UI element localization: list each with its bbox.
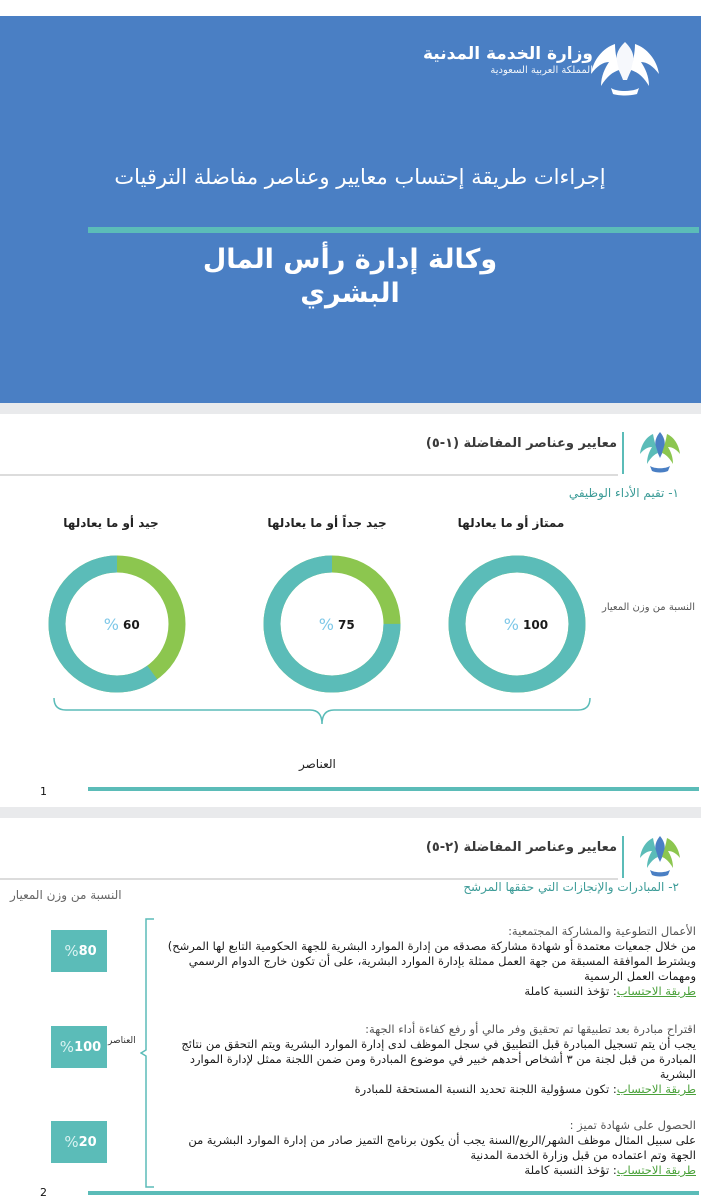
donut-chart-very-good — [254, 546, 410, 702]
category-label-excellent: ممتاز أو ما يعادلها — [457, 516, 565, 530]
weight-value: 100 — [74, 1039, 102, 1055]
page-number: 1 — [40, 785, 47, 798]
elements-bracket — [140, 918, 156, 1188]
criterion-heading: الحصول على شهادة تميز : — [569, 1118, 696, 1132]
footer-rule — [88, 1191, 699, 1195]
donut-percent-sign: % — [103, 615, 119, 634]
section-heading: ٢- المبادرات والإنجازات التي حققها المرشح — [463, 880, 679, 894]
org-name-primary: وزارة الخدمة المدنية — [422, 44, 593, 64]
donut-percent-sign: % — [503, 615, 519, 634]
slide-header — [0, 422, 701, 484]
slide-header — [0, 826, 701, 888]
donut-percent-sign: % — [318, 615, 334, 634]
elements-label: العناصر — [299, 757, 336, 771]
criterion-volunteer — [160, 924, 696, 999]
slide-criteria-2 — [0, 818, 701, 1200]
header-divider — [622, 836, 624, 878]
criterion-method — [160, 984, 696, 999]
category-label-good: جيد أو ما يعادلها — [63, 516, 159, 530]
weight-label: النسبة من وزن المعيار — [10, 888, 122, 902]
method-label: طريقة الاحتساب — [616, 984, 696, 998]
slide-title: معايير وعناصر المفاضلة (٢-٥) — [425, 840, 617, 855]
weight-value: 80 — [78, 943, 97, 959]
method-value: : تؤخذ النسبة كاملة — [524, 1163, 617, 1177]
method-label: طريقة الاحتساب — [616, 1163, 696, 1177]
ministry-logo-icon — [585, 34, 665, 100]
category-label-very-good: جيد جداً أو ما يعادلها — [267, 516, 387, 530]
header-rule — [0, 474, 618, 476]
org-country: المملكة العربية السعودية — [490, 65, 593, 76]
criterion-initiative — [160, 1022, 696, 1097]
percent-sign: % — [64, 1133, 79, 1151]
donut-value-label: 100 — [523, 618, 549, 632]
percent-sign: % — [64, 942, 79, 960]
method-value: : تؤخذ النسبة كاملة — [524, 984, 617, 998]
criterion-heading: اقتراح مبادرة بعد تطبيقها تم تحقيق وفر مالي أو رفع كفاءة أداء الجهة: — [365, 1022, 696, 1036]
cover-title: إجراءات طريقة إحتساب معايير وعناصر مفاضلة الترقيات — [114, 165, 606, 189]
percent-sign: % — [59, 1038, 75, 1056]
ministry-logo-icon — [637, 832, 683, 880]
page-number: 2 — [40, 1186, 47, 1199]
criterion-excellence — [160, 1118, 696, 1178]
elements-brace — [52, 696, 592, 726]
ministry-logo-icon — [637, 428, 683, 476]
criterion-body: من خلال جمعيات معتمدة أو شهادة مشاركة مصدقه من إدارة الموارد البشرية للجهة الحكومية التابع لها المرشح) ويشترط الموافقة المسبقة من جهة العمل ممثلة بإدارة الموارد البشرية، على أن تكون خارج الدوام الرسمي ومهمات العمل الرسمية — [167, 939, 696, 983]
weight-label: النسبة من وزن المعيار — [602, 602, 695, 613]
donut-chart-good — [39, 546, 195, 702]
donut-value-label: 75 — [338, 618, 355, 632]
organization-name — [423, 44, 593, 78]
slide-criteria-1 — [0, 414, 701, 807]
slide-title: معايير وعناصر المفاضلة (١-٥) — [425, 436, 617, 451]
donut-chart-excellent — [439, 546, 595, 702]
weight-box-initiative — [51, 1026, 107, 1068]
section-heading: ١- تقيم الأداء الوظيفي — [568, 486, 679, 500]
method-value: : تكون مسؤولية اللجنة تحديد النسبة المستحقة للمبادرة — [354, 1082, 617, 1096]
method-label: طريقة الاحتساب — [616, 1082, 696, 1096]
cover-divider — [88, 227, 699, 233]
criterion-body: يجب أن يتم تسجيل المبادرة قبل التطبيق في سجل الموظف لدى إدارة الموارد البشرية ويتم التحقق من نتائج المبادرة من قبل لجنة من ٣ أشخاص أحدهم خبير في موضوع المبادرة ومن ضمن اللجنة ممثل لإدارة الموارد البشرية — [181, 1037, 696, 1081]
donut-value-label: 60 — [123, 618, 140, 632]
criterion-heading: الأعمال التطوعية والمشاركة المجتمعية: — [508, 924, 696, 938]
cover-agency: وكالة إدارة رأس المال البشري — [202, 244, 498, 309]
weight-box-excellence — [51, 1121, 107, 1163]
cover-page — [0, 0, 701, 403]
elements-label: العناصر — [108, 1036, 136, 1046]
criterion-body: على سبيل المثال موظف الشهر/الربع/السنة يجب أن يكون برنامج التميز صادر من إدارة الموارد البشرية من الجهة وتم اعتماده من قبل وزارة الخدمة المدنية — [188, 1133, 696, 1162]
header-divider — [622, 432, 624, 474]
criterion-method — [160, 1082, 696, 1097]
criterion-method — [160, 1163, 696, 1178]
weight-box-volunteer — [51, 930, 107, 972]
footer-rule — [88, 787, 699, 791]
weight-value: 20 — [78, 1134, 97, 1150]
